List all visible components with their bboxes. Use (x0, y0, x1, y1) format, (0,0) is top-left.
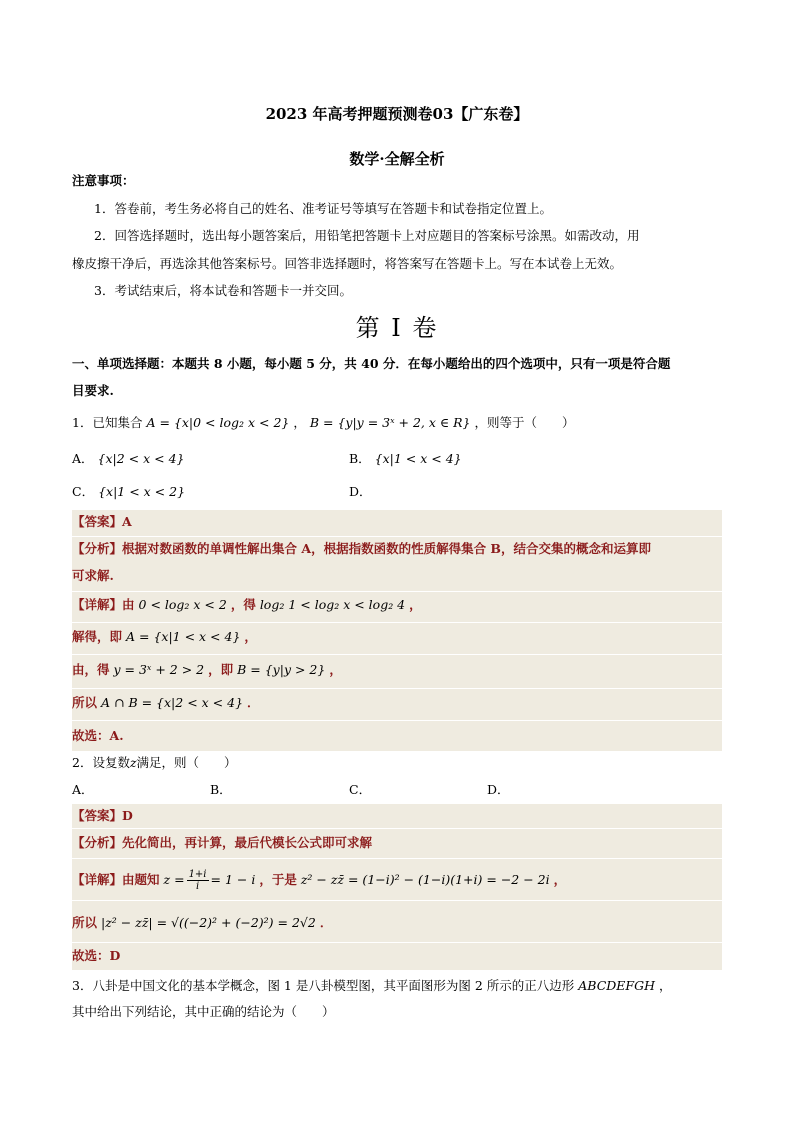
divider (72, 942, 722, 943)
q3-line1-m: ABCDEFGH (578, 978, 655, 993)
analysis-tag: 【分析】 (72, 835, 123, 850)
divider (72, 900, 722, 901)
q1-detail-l1-b: ，得 (230, 597, 256, 612)
q1-answer-value: A (122, 514, 132, 529)
q2-choose: 故选：D (72, 948, 121, 963)
q1-detail-l2-b: ， (244, 629, 257, 644)
q2-stem-z: z (129, 755, 137, 770)
q1-detail-l1-m1: 0 < log₂ x < 2 (138, 597, 227, 612)
q1-analysis-line-2: 可求解. (72, 568, 114, 583)
q1-set-a: A = {x|0 < log₂ x < 2} (146, 415, 290, 430)
q2-fraction (187, 869, 209, 892)
q1-detail-line-2 (72, 628, 722, 646)
divider (72, 654, 722, 655)
q2-detail-l1-m2: = 1 − i (210, 872, 256, 887)
divider (72, 720, 722, 721)
answer-tag: 【答案】 (72, 514, 123, 529)
q1-detail-l3-m1: y = 3ˣ + 2 > 2 (113, 662, 205, 677)
q1-detail-l4-m: A ∩ B = {x|2 < x < 4} (101, 695, 244, 710)
q2-option-a: A． (72, 782, 94, 797)
q1-option-c-value: {x|1 < x < 2} (98, 484, 186, 499)
q1-detail-l3-a: 由，得 (72, 662, 110, 677)
q2-detail-l2-m: |z² − zz̄| = √((−2)² + (−2)²) = 2√2 (101, 915, 316, 930)
q1-stem (72, 414, 724, 432)
q2-stem-prefix: 2．设复数 (72, 755, 130, 770)
q1-detail-line-4 (72, 694, 722, 712)
q1-stem-prefix: 1．已知集合 (72, 415, 143, 430)
q3-line1-b: ， (658, 978, 672, 993)
detail-tag: 【详解】 (72, 597, 123, 612)
q3-stem-line-2: 其中给出下列结论，其中正确的结论为（ ） (72, 1004, 335, 1019)
q2-detail-l2-a: 所以 (72, 915, 98, 930)
paper-title: 2023 年高考押题预测卷03【广东卷】 (265, 105, 529, 123)
q2-detail-l1-m3: z² − zz̄ = (1−i)² − (1−i)(1+i) = −2 − 2i (300, 872, 550, 887)
q1-set-b: B = {y|y = 3ˣ + 2, x ∈ R} (309, 415, 471, 430)
q2-detail-l1-a: 由题知 (122, 872, 160, 887)
q1-option-c (72, 483, 185, 501)
q2-stem-suffix: 满足，则（ ） (136, 755, 237, 770)
q2-analysis (72, 834, 722, 852)
q1-stem-suffix: ，则等于（ ） (474, 415, 575, 430)
q2-answer (72, 807, 722, 825)
paper-subtitle: 数学·全解全析 (349, 150, 445, 168)
q1-detail-l3-c: ， (329, 662, 342, 677)
q1-detail-l3-b: ，即 (208, 662, 234, 677)
q1-option-d (349, 483, 372, 501)
q2-stem (72, 754, 724, 772)
q2-answer-value: D (122, 808, 133, 823)
detail-tag: 【详解】 (72, 872, 123, 887)
section-heading: 第 I 卷 (355, 314, 439, 342)
q3-stem-line-1 (72, 977, 724, 995)
q1-detail-l2-a: 解得，即 (72, 629, 123, 644)
q2-detail-l1-c: ， (553, 872, 567, 887)
q1-analysis-line-1 (72, 540, 722, 558)
q1-option-d-label: D． (349, 484, 372, 499)
q1-option-c-label: C． (72, 484, 95, 499)
q1-detail-l3-m2: B = {y|y > 2} (237, 662, 326, 677)
q2-detail-l1-b: ，于是 (259, 872, 297, 887)
q1-option-a-label: A． (72, 451, 94, 466)
q2-detail-l2-b: ． (319, 915, 333, 930)
q1-detail-l1-a: 由 (122, 597, 135, 612)
q1-option-a-value: {x|2 < x < 4} (97, 451, 185, 466)
notice-item-2-line-2: 橡皮擦干净后，再选涂其他答案标号。回答非选择题时，将答案写在答题卡上。写在本试卷上无效。 (72, 256, 623, 271)
q2-analysis-text: 先化简出，再计算，最后代模长公式即可求解 (122, 835, 373, 850)
notice-item-3: 3．考试结束后，将本试卷和答题卡一并交回。 (94, 283, 352, 298)
q2-option-d: D． (487, 782, 510, 797)
q1-sep: ， (293, 415, 306, 430)
answer-tag: 【答案】 (72, 808, 123, 823)
q2-fraction-numerator: 1+i (188, 869, 207, 880)
q1-answer (72, 513, 722, 531)
divider (72, 858, 722, 859)
q2-fraction-denominator: i (195, 881, 200, 892)
divider (72, 622, 722, 623)
q1-option-b (349, 450, 462, 468)
notice-item-1: 1．答卷前，考生务必将自己的姓名、准考证号等填写在答题卡和试卷指定位置上。 (94, 201, 552, 216)
q1-detail-l2-m: A = {x|1 < x < 4} (126, 629, 241, 644)
divider (72, 591, 722, 592)
q1-detail-l1-c: ， (409, 597, 422, 612)
divider (72, 828, 722, 829)
q1-detail-line-3 (72, 661, 722, 679)
notice-heading: 注意事项： (72, 173, 135, 188)
notice-item-2-line-1: 2．回答选择题时，选出每小题答案后，用铅笔把答题卡上对应题目的答案标号涂黑。如需改动，用 (94, 228, 640, 243)
q1-choose: 故选：A. (72, 728, 124, 743)
q1-detail-l1-m2: log₂ 1 < log₂ x < log₂ 4 (259, 597, 406, 612)
analysis-tag: 【分析】 (72, 541, 123, 556)
q2-detail-l1-m1: z = (163, 872, 185, 887)
q1-option-b-label: B． (349, 451, 371, 466)
q1-option-b-value: {x|1 < x < 4} (374, 451, 462, 466)
q2-option-b: B． (210, 782, 232, 797)
divider (72, 688, 722, 689)
section-instruction-line-1: 一、单项选择题：本题共 8 小题，每小题 5 分，共 40 分．在每小题给出的四个选项中，只有一项是符合题 (72, 356, 671, 371)
divider (72, 536, 722, 537)
section-instruction-line-2: 目要求. (72, 383, 114, 398)
q1-analysis-text-1: 根据对数函数的单调性解出集合 A，根据指数函数的性质解得集合 B，结合交集的概念和运算即 (122, 541, 651, 556)
q3-line1-a: 3．八卦是中国文化的基本学概念，图 1 是八卦模型图，其平面图形为图 2 所示的正八边形 (72, 978, 575, 993)
q1-option-a (72, 450, 184, 468)
q1-detail-l4-a: 所以 (72, 695, 98, 710)
q2-detail-line-2 (72, 914, 722, 932)
q1-detail-line-1 (72, 596, 722, 614)
q1-detail-l4-b: ． (247, 695, 260, 710)
q2-option-c: C． (349, 782, 372, 797)
q2-detail-line-1 (72, 869, 722, 892)
